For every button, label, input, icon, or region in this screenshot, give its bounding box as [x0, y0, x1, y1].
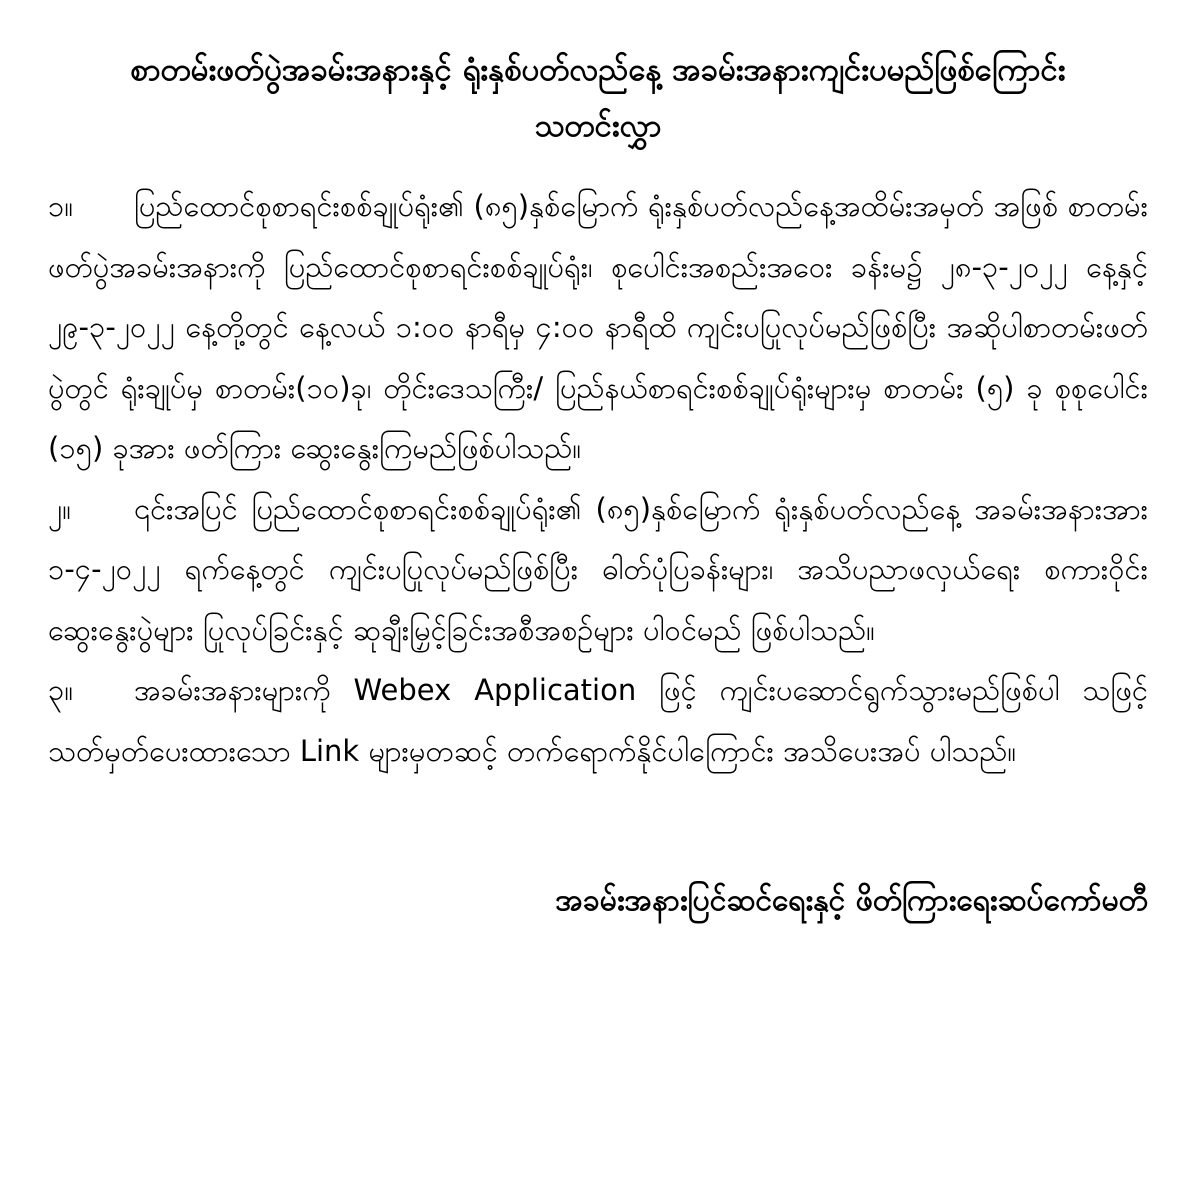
paragraph-2	[48, 479, 1148, 661]
paragraph-3-number: ၃။	[48, 673, 74, 707]
paragraph-1-number: ၁။	[48, 189, 74, 223]
paragraph-2-text: ၎င်းအပြင် ပြည်ထောင်စုစာရင်းစစ်ချုပ်ရုံး၏ (၈၅)နှစ်မြောက် ရုံးနှစ်ပတ်လည်နေ့ အခမ်းအနားအား ၁-၄-၂၀၂၂ ရက်နေ့တွင် ကျင်းပပြုလုပ်မည်ဖြစ်ပြီး ဓါတ်ပုံပြခန်းများ၊ အသိပညာဖလှယ်ရေး စကားဝိုင်းဆွေးနွေးပွဲများ ပြုလုပ်ခြင်းနှင့် ဆုချီးမြှင့်ခြင်းအစီအစဉ်များ ပါဝင်မည် ဖြစ်ပါသည်။	[48, 491, 1148, 647]
paragraph-3-text: အခမ်းအနားများကို Webex Application ဖြင့် ကျင်းပဆောင်ရွက်သွားမည်ဖြစ်ပါ သဖြင့် သတ်မှတ်ပေးထားသော Link များမှတဆင့် တက်ရောက်နိုင်ပါကြောင်း အသိပေးအပ် ပါသည်။	[48, 673, 1148, 768]
paragraph-2-number: ၂။	[48, 491, 72, 526]
paragraph-1	[48, 176, 1148, 479]
paragraph-3	[48, 660, 1148, 781]
title-line-1: စာတမ်းဖတ်ပွဲအခမ်းအနားနှင့် ရုံးနှစ်ပတ်လည်နေ့ အခမ်းအနားကျင်းပမည်ဖြစ်ကြောင်း	[130, 52, 1066, 88]
document-title	[48, 42, 1148, 154]
document-body	[48, 176, 1148, 781]
signature-committee-line: အခမ်းအနားပြင်ဆင်ရေးနှင့် ဖိတ်ကြားရေးဆပ်ကော်မတီ	[555, 883, 1148, 918]
paragraph-1-text: ပြည်ထောင်စုစာရင်းစစ်ချုပ်ရုံး၏ (၈၅)နှစ်မြောက် ရုံးနှစ်ပတ်လည်နေ့အထိမ်းအမှတ် အဖြစ် စာတမ်းဖတ်ပွဲအခမ်းအနားကို ပြည်ထောင်စုစာရင်းစစ်ချုပ်ရုံး၊ စုပေါင်းအစည်းအဝေး ခန်းမ၌ ၂၈-၃-၂၀၂၂ နေ့နှင့် ၂၉-၃-၂၀၂၂ နေ့တို့တွင် နေ့လယ် ၁:၀၀ နာရီမှ ၄:၀၀ နာရီထိ ကျင်းပပြုလုပ်မည်ဖြစ်ပြီး အဆိုပါစာတမ်းဖတ်ပွဲတွင် ရုံးချုပ်မှ စာတမ်း(၁၀)ခု၊ တိုင်းဒေသကြီး/ ပြည်နယ်စာရင်းစစ်ချုပ်ရုံးများမှ စာတမ်း (၅) ခု စုစုပေါင်း (၁၅) ခုအား ဖတ်ကြား ဆွေးနွေးကြမည်ဖြစ်ပါသည်။	[48, 189, 1148, 465]
title-line-2: သတင်းလွှာ	[534, 108, 662, 144]
